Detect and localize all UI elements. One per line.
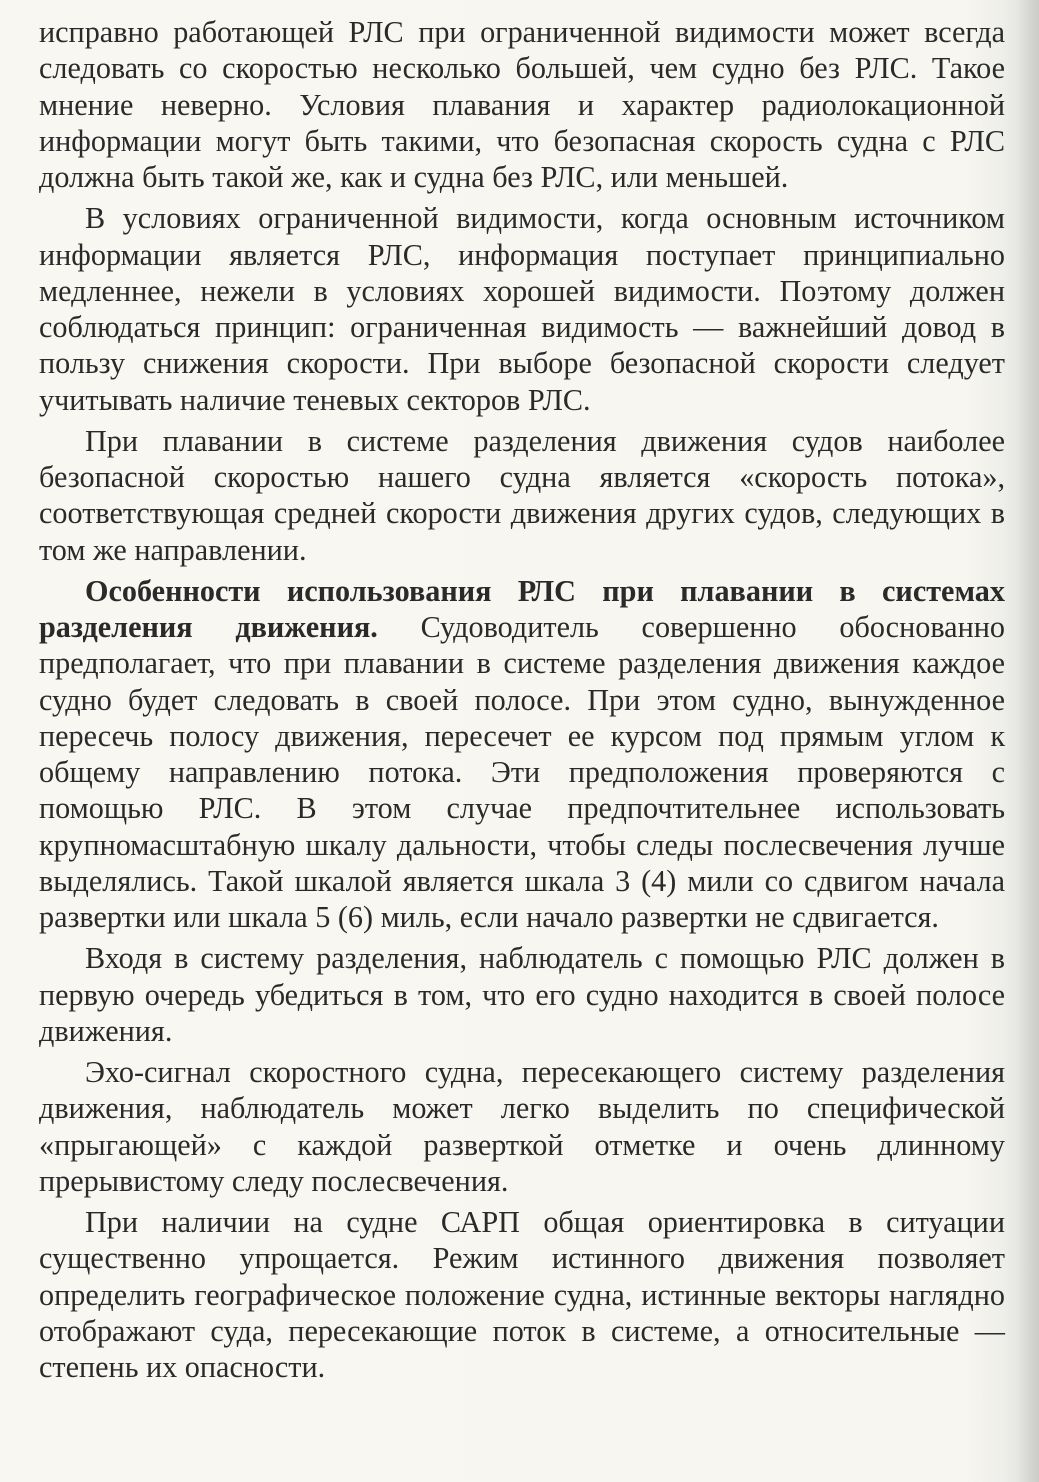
paragraph-arpa: При наличии на судне САРП общая ориентировка в ситуации существенно упрощается. Режим истинного движения позволяет определить географическое положение судна, истинные векторы наглядно отображают суда, пересекающие поток в системе, а относительные — степень их опасности. bbox=[39, 1205, 1005, 1384]
page-text-body bbox=[39, 14, 1005, 1385]
paragraph-echo-signal: Эхо-сигнал скоростного судна, пересекающего систему разделения движения, наблюдатель может легко выделить по специфической «прыгающей» с каждой разверткой отметке и очень длинному прерывистому следу послесвечения. bbox=[39, 1055, 1005, 1198]
paragraph-entering-system: Входя в систему разделения, наблюдатель с помощью РЛС должен в первую очередь убедиться в том, что его судно находится в своей полосе движения. bbox=[39, 941, 1005, 1048]
paragraph-limited-visibility: В условиях ограниченной видимости, когда основным источником информации является РЛС, информация поступает принципиально медленнее, нежели в условиях хорошей видимости. Поэтому должен соблюдаться принцип: ограниченная видимость — важнейший довод в пользу снижения скорости. При выборе безопасной скорости следует учитывать наличие теневых секторов РЛС. bbox=[39, 201, 1005, 417]
page-edge-shadow bbox=[1017, 0, 1039, 1482]
paragraph-continuation: исправно работающей РЛС при ограниченной видимости может всегда следовать со скоростью несколько большей, чем судно без РЛС. Такое мнение неверно. Условия плавания и характер радиолокационной информации могут быть такими, что безопасная скорость судна с РЛС должна быть такой же, как и судна без РЛС, или меньшей. bbox=[39, 15, 1005, 194]
paragraph-flow-speed: При плавании в системе разделения движения судов наиболее безопасной скоростью нашего судна является «скорость потока», соответствующая средней скорости движения других судов, следующих в том же направлении. bbox=[39, 423, 1005, 567]
paragraph-traffic-separation bbox=[39, 573, 1005, 936]
section-heading: Особенности использования РЛС при плавании в системах разделения движения. bbox=[39, 573, 1005, 644]
section-heading-body: Судоводитель совершенно обоснованно предполагает, что при плавании в системе разделения движения каждое судно будет следовать в своей полосе. При этом судно, вынужденное пересечь полосу движения, пересечет ее курсом под прямым углом к общему направлению потока. Эти предположения проверяются с помощью РЛС. В этом случае предпочтительнее использовать крупномасштабную шкалу дальности, чтобы следы послесвечения лучше выделялись. Такой шкалой является шкала 3 (4) мили со сдвигом начала развертки или шкала 5 (6) миль, если начало развертки не сдвигается. bbox=[39, 610, 1005, 934]
